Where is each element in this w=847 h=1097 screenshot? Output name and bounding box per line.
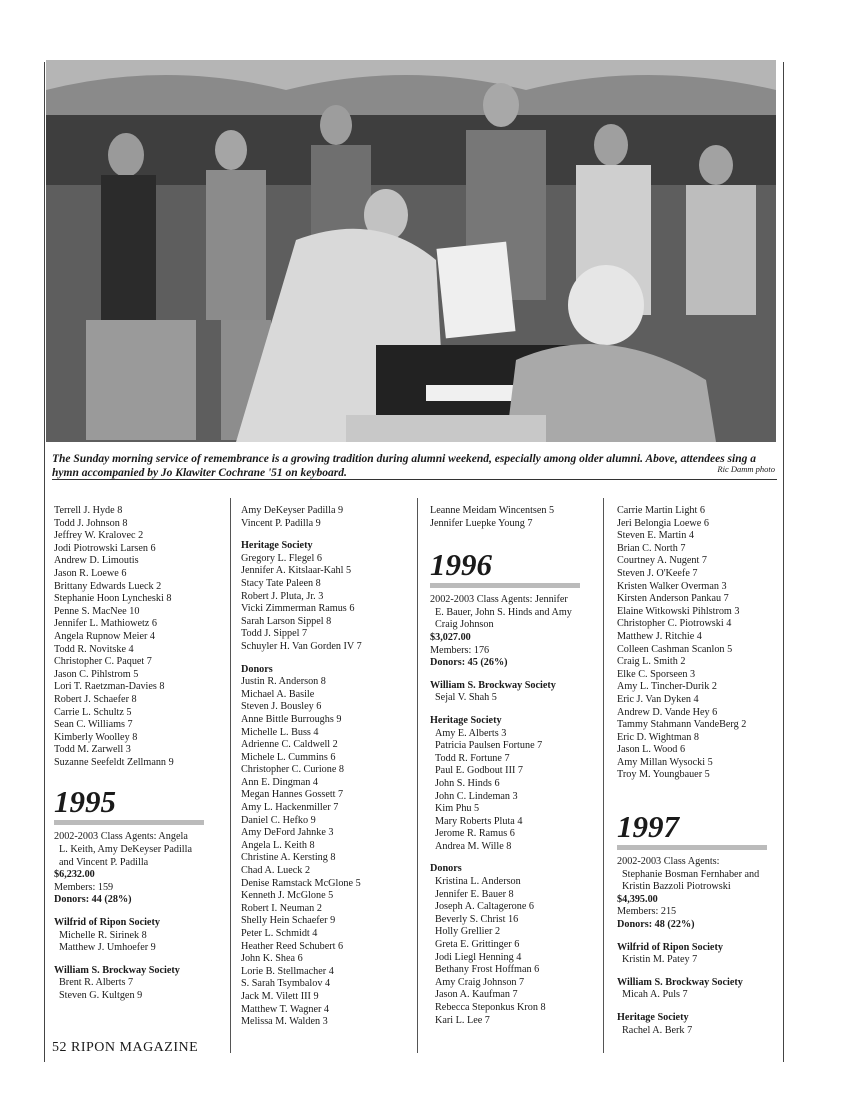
society-list — [430, 692, 600, 705]
society-list — [617, 1025, 782, 1038]
list-item: Rachel A. Berk 7 — [622, 1024, 693, 1036]
list-item: Todd J. Johnson 8 — [54, 517, 128, 529]
list-item: John K. Shea 6 — [241, 953, 303, 965]
class-total-amount: $4,395.00 — [617, 893, 658, 905]
year-underline — [430, 583, 580, 588]
column-3 — [430, 505, 600, 1027]
list-item: Elke C. Sporseen 3 — [617, 668, 696, 680]
list-item: Christopher C. Piotrowski 4 — [617, 618, 732, 630]
list-item: Steven G. Kultgen 9 — [59, 990, 143, 1001]
class-donors: Donors: 48 (22%) — [617, 919, 695, 931]
society-list — [617, 989, 782, 1002]
class-members: Members: 176 — [430, 644, 490, 656]
class-members: Members: 159 — [54, 881, 114, 893]
list-item: Eric J. Van Dyken 4 — [617, 693, 699, 705]
list-item: Angela Rupnow Meier 4 — [54, 630, 156, 642]
photo-caption: The Sunday morning service of remembrance is a growing tradition during alumni weekend, especially among older alumni. Above, attendees sing a hymn accompanied by Jo Klawiter Cochrane '51 on keyboard. — [52, 453, 756, 479]
name-list — [617, 505, 782, 782]
list-item: Amy DeFord Jahnke 3 — [241, 827, 334, 839]
list-item: Kim Phu 5 — [435, 803, 480, 815]
class-year-heading: 1996 — [430, 547, 492, 583]
list-item: Stephanie Hoon Lyncheski 8 — [54, 593, 172, 605]
list-item: Micah A. Puls 7 — [622, 989, 688, 1001]
list-item: Denise Ramstack McGlone 5 — [241, 877, 361, 889]
list-item: Courtney A. Nugent 7 — [617, 555, 707, 567]
list-item: Jason A. Kaufman 7 — [435, 989, 518, 1001]
list-item: Paul E. Godbout III 7 — [435, 765, 523, 777]
caption-rule — [52, 479, 777, 480]
list-item: 2002-2003 Class Agents: Angela — [54, 831, 188, 843]
society-list — [54, 977, 226, 1002]
list-item: Penne S. MacNee 10 — [54, 605, 140, 617]
list-item: Todd J. Sippel 7 — [241, 628, 308, 640]
list-item: E. Bauer, John S. Hinds and Amy — [435, 606, 572, 618]
list-item: Christine A. Kersting 8 — [241, 852, 336, 864]
list-item: Gregory L. Flegel 6 — [241, 552, 322, 564]
list-item: Leanne Meidam Wincentsen 5 — [430, 505, 555, 516]
list-item: Melissa M. Walden 3 — [241, 1016, 328, 1028]
list-item: Robert J. Pluta, Jr. 3 — [241, 590, 324, 602]
name-list — [430, 505, 600, 530]
list-item: Amy E. Alberts 3 — [435, 727, 507, 739]
list-item: Jennifer A. Kitslaar-Kahl 5 — [241, 565, 352, 577]
class-total-amount: $6,232.00 — [54, 869, 95, 881]
year-underline — [617, 845, 767, 850]
list-item: Jeffrey W. Kralovec 2 — [54, 530, 144, 542]
list-item: Michelle R. Sirinek 8 — [59, 929, 147, 941]
list-item: Kirsten Anderson Pankau 7 — [617, 593, 729, 605]
list-item: Jeri Belongia Loewe 6 — [617, 517, 709, 529]
list-item: Steven E. Martin 4 — [617, 530, 694, 542]
list-item: Schuyler H. Van Gorden IV 7 — [241, 640, 362, 652]
list-item: Vincent P. Padilla 9 — [241, 517, 321, 529]
list-item: Ann E. Dingman 4 — [241, 776, 318, 788]
list-item: Stacy Tate Paleen 8 — [241, 577, 321, 589]
society-list — [241, 553, 413, 654]
list-item: Todd R. Fortune 7 — [435, 752, 510, 764]
class-agents — [54, 831, 226, 869]
list-item: Eric D. Wightman 8 — [617, 731, 700, 743]
list-item: 2002-2003 Class Agents: Jennifer — [430, 594, 568, 606]
list-item: Lori T. Raetzman-Davies 8 — [54, 681, 165, 693]
event-photo — [46, 60, 776, 442]
page-footer: 52 RIPON MAGAZINE — [52, 1040, 199, 1055]
list-item: Jennifer Luepke Young 7 — [430, 517, 533, 529]
list-item: Heather Reed Schubert 6 — [241, 940, 344, 952]
column-divider — [603, 498, 604, 1053]
list-item: Chad A. Lueck 2 — [241, 865, 311, 877]
list-item: Christopher C. Curione 8 — [241, 764, 344, 776]
list-item: Andrew D. Limoutis — [54, 555, 139, 567]
list-item: Robert J. Schaefer 8 — [54, 693, 137, 705]
list-item: Michael A. Basile — [241, 688, 315, 700]
list-item: Jack M. Vilett III 9 — [241, 990, 319, 1002]
list-item: Brian C. North 7 — [617, 542, 686, 554]
class-agents — [617, 856, 782, 894]
list-item: Patricia Paulsen Fortune 7 — [435, 740, 543, 752]
list-item: Andrea M. Wille 8 — [435, 840, 512, 852]
list-item: Jason C. Pihlstrom 5 — [54, 668, 139, 680]
list-item: Michelle L. Buss 4 — [241, 726, 319, 738]
left-rule — [44, 62, 45, 1062]
list-item: Carrie Martin Light 6 — [617, 505, 705, 516]
list-item: Jodi Piotrowski Larsen 6 — [54, 542, 156, 554]
class-year-heading: 1995 — [54, 784, 116, 820]
list-item: Amy Millan Wysocki 5 — [617, 756, 713, 768]
list-item: Steven J. O'Keefe 7 — [617, 567, 698, 579]
class-year-heading: 1997 — [617, 809, 679, 845]
list-item: L. Keith, Amy DeKeyser Padilla — [59, 844, 192, 856]
list-item: Matthew J. Ritchie 4 — [617, 630, 702, 642]
society-heading: Wilfrid of Ripon Society — [54, 917, 160, 929]
list-item: Tammy Stahmann VandeBerg 2 — [617, 719, 747, 731]
column-2 — [241, 505, 413, 1029]
list-item: Carrie L. Schultz 5 — [54, 706, 132, 718]
donors-heading: Donors — [430, 863, 462, 875]
list-item: Mary Roberts Pluta 4 — [435, 815, 523, 827]
society-list — [617, 954, 782, 967]
list-item: Craig Johnson — [435, 619, 494, 631]
list-item: Matthew J. Umhoefer 9 — [59, 942, 156, 954]
list-item: Elaine Witkowski Pihlstrom 3 — [617, 605, 740, 617]
list-item: Vicki Zimmerman Ramus 6 — [241, 603, 355, 615]
year-underline — [54, 820, 204, 825]
column-1 — [54, 505, 226, 1003]
society-heading: William S. Brockway Society — [617, 976, 743, 988]
list-item: Steven J. Bousley 6 — [241, 701, 322, 713]
society-list — [430, 728, 600, 854]
list-item: Jennifer E. Bauer 8 — [435, 888, 514, 900]
name-list — [241, 505, 413, 530]
list-item: Rebecca Steponkus Kron 8 — [435, 1002, 546, 1013]
list-item: Brittany Edwards Lueck 2 — [54, 580, 162, 592]
photo-illustration — [46, 60, 776, 442]
list-item: Terrell J. Hyde 8 — [54, 505, 123, 516]
list-item: Adrienne C. Caldwell 2 — [241, 739, 338, 751]
list-item: Todd R. Novitske 4 — [54, 643, 134, 655]
class-donors: Donors: 44 (28%) — [54, 894, 132, 906]
society-heading: Heritage Society — [241, 540, 313, 552]
donors-list — [430, 876, 600, 1027]
list-item: Kristina L. Anderson — [435, 876, 521, 888]
list-item: Lorie B. Stellmacher 4 — [241, 965, 334, 977]
list-item: Jodi Liegl Henning 4 — [435, 951, 522, 963]
list-item: Brent R. Alberts 7 — [59, 977, 134, 989]
list-item: Angela L. Keith 8 — [241, 839, 315, 851]
list-item: Robert I. Neuman 2 — [241, 902, 322, 914]
list-item: Anne Bittle Burroughs 9 — [241, 713, 342, 725]
column-divider — [230, 498, 231, 1053]
list-item: Jerome R. Ramus 6 — [435, 828, 515, 840]
list-item: Kristin Bazzoli Piotrowski — [622, 881, 731, 893]
list-item: Todd M. Zarwell 3 — [54, 744, 131, 756]
list-item: John C. Lindeman 3 — [435, 790, 518, 802]
list-item: John S. Hinds 6 — [435, 777, 500, 789]
list-item: Shelly Hein Schaefer 9 — [241, 915, 336, 927]
list-item: Bethany Frost Hoffman 6 — [435, 964, 540, 976]
list-item: Justin R. Anderson 8 — [241, 676, 326, 688]
list-item: Jason L. Wood 6 — [617, 744, 686, 756]
column-divider — [417, 498, 418, 1053]
list-item: Sarah Larson Sippel 8 — [241, 615, 332, 627]
class-donors: Donors: 45 (26%) — [430, 657, 508, 669]
society-heading: William S. Brockway Society — [54, 964, 180, 976]
donors-heading: Donors — [241, 663, 273, 675]
society-heading: William S. Brockway Society — [430, 679, 556, 691]
list-item: Kari L. Lee 7 — [435, 1014, 490, 1026]
list-item: Daniel C. Hefko 9 — [241, 814, 316, 826]
column-4 — [617, 505, 782, 1037]
list-item: Craig L. Smith 2 — [617, 656, 686, 668]
list-item: Amy L. Hackenmiller 7 — [241, 802, 339, 814]
list-item: Jennifer L. Mathiowetz 6 — [54, 618, 157, 630]
society-list — [54, 930, 226, 955]
society-heading: Wilfrid of Ripon Society — [617, 941, 723, 953]
list-item: Joseph A. Caltagerone 6 — [435, 901, 535, 913]
list-item: Sean C. Williams 7 — [54, 719, 133, 731]
list-item: Suzanne Seefeldt Zellmann 9 — [54, 756, 174, 768]
list-item: Michele L. Cummins 6 — [241, 751, 336, 763]
list-item: Holly Grellier 2 — [435, 926, 501, 938]
list-item: Greta E. Grittinger 6 — [435, 939, 520, 951]
list-item: Kristen Walker Overman 3 — [617, 580, 727, 592]
class-agents — [430, 594, 600, 632]
photo-credit: Ric Damm photo — [717, 464, 775, 474]
list-item: Matthew T. Wagner 4 — [241, 1003, 330, 1015]
class-members: Members: 215 — [617, 906, 677, 918]
list-item: Beverly S. Christ 16 — [435, 913, 519, 925]
list-item: Stephanie Bosman Fernhaber and — [622, 868, 760, 880]
list-item: Kimberly Woolley 8 — [54, 731, 138, 743]
list-item: Christopher C. Paquet 7 — [54, 656, 152, 668]
name-list — [54, 505, 226, 769]
donors-list — [241, 676, 413, 1029]
right-rule — [783, 62, 784, 1062]
list-item: Amy Craig Johnson 7 — [435, 976, 525, 988]
list-item: Colleen Cashman Scanlon 5 — [617, 643, 733, 655]
list-item: Amy L. Tincher-Durik 2 — [617, 681, 717, 693]
list-item: S. Sarah Tsymbalov 4 — [241, 978, 331, 990]
list-item: Kenneth J. McGlone 5 — [241, 890, 334, 902]
list-item: Sejal V. Shah 5 — [435, 692, 497, 704]
society-heading: Heritage Society — [617, 1012, 689, 1023]
list-item: Kristin M. Patey 7 — [622, 954, 698, 966]
list-item: and Vincent P. Padilla — [59, 856, 149, 868]
society-heading: Heritage Society — [430, 714, 502, 726]
list-item: Andrew D. Vande Hey 6 — [617, 706, 718, 718]
list-item: Peter L. Schmidt 4 — [241, 928, 318, 939]
list-item: 2002-2003 Class Agents: — [617, 856, 720, 868]
class-total-amount: $3,027.00 — [430, 631, 471, 643]
list-item: Amy DeKeyser Padilla 9 — [241, 505, 344, 516]
list-item: Jason R. Loewe 6 — [54, 567, 127, 579]
list-item: Megan Hannes Gossett 7 — [241, 789, 344, 801]
list-item: Troy M. Youngbauer 5 — [617, 769, 710, 781]
